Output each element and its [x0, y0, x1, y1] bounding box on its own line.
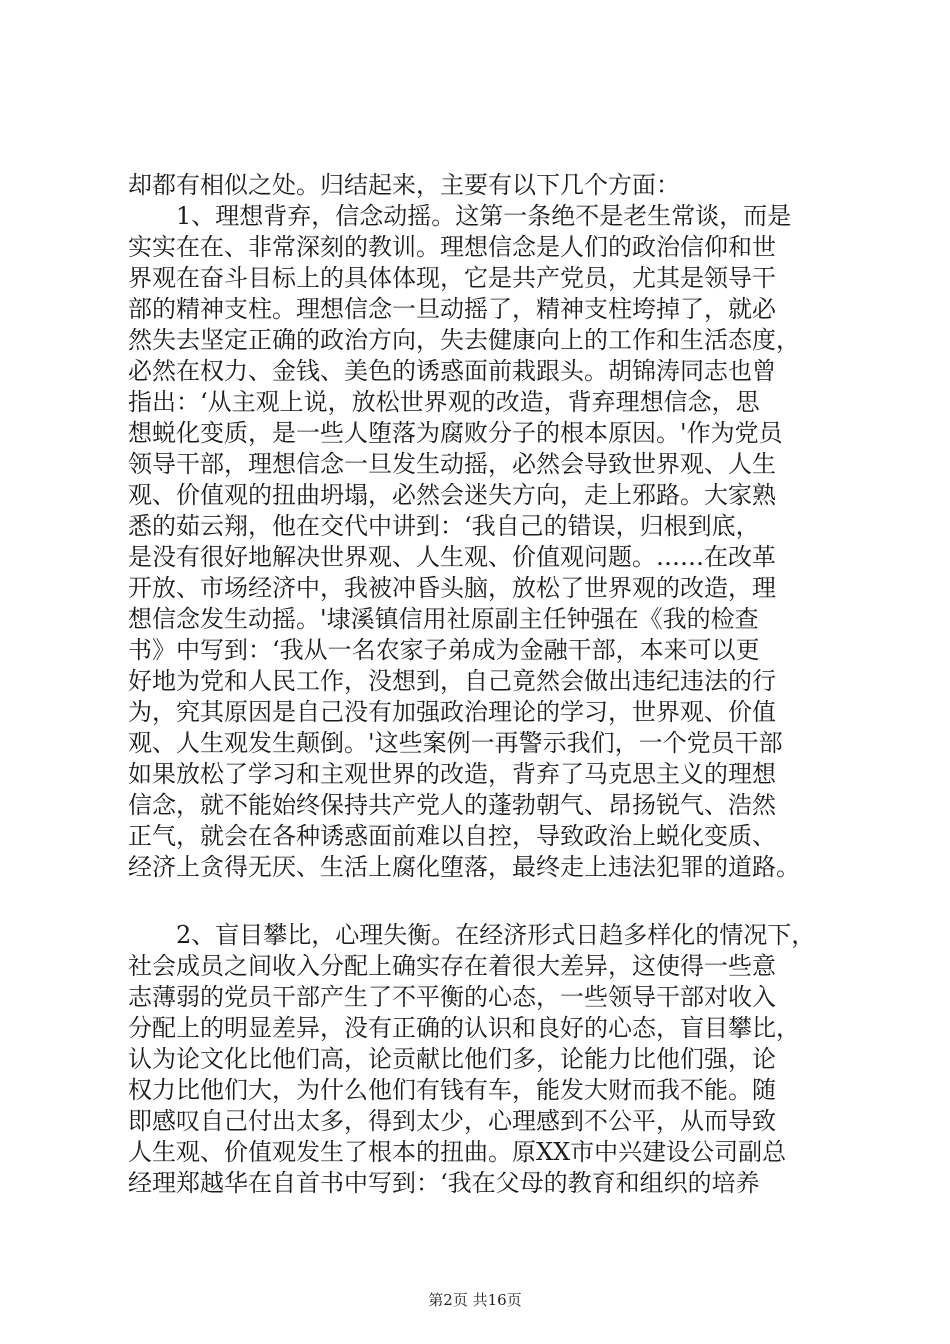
- paragraph-2: [128, 920, 848, 1199]
- text-line: 指出：‘从主观上说，放松世界观的改造，背弃理想信念，思: [128, 388, 760, 416]
- text-line: 实实在在、非常深刻的教训。理想信念是人们的政治信仰和世: [128, 233, 776, 261]
- text-line: 观、价值观的扭曲坍塌，必然会迷失方向，走上邪路。大家熟: [128, 481, 776, 509]
- text-line: 好地为党和人民工作，没想到，自己竟然会做出违纪违法的行: [128, 667, 776, 695]
- text-line: 开放、市场经济中，我被冲昏头脑，放松了世界观的改造，理: [128, 574, 776, 602]
- paragraph-1: [128, 201, 848, 883]
- document-body: [128, 170, 848, 1199]
- text-line: 为，究其原因是自己没有加强政治理论的学习，世界观、价值: [128, 698, 776, 726]
- text-line: 却都有相似之处。归结起来，主要有以下几个方面：: [128, 171, 680, 199]
- text-line: 认为论文化比他们高，论贡献比他们多，论能力比他们强，论: [128, 1045, 776, 1073]
- text-line: 人生观、价值观发生了根本的扭曲。原XX市中兴建设公司副总: [128, 1138, 787, 1166]
- text-line: 然失去坚定正确的政治方向，失去健康向上的工作和生活态度，: [128, 326, 800, 354]
- text-line: 领导干部，理想信念一旦发生动摇，必然会导致世界观、人生: [128, 450, 776, 478]
- text-line: 书》中写到：‘我从一名农家子弟成为金融干部，本来可以更: [128, 636, 760, 664]
- text-line: 想蜕化变质，是一些人堕落为腐败分子的根本原因。'作为党员: [128, 419, 783, 447]
- text-line: 即感叹自己付出太多，得到太少，心理感到不公平，从而导致: [128, 1107, 776, 1135]
- text-line: 必然在权力、金钱、美色的诱惑面前栽跟头。胡锦涛同志也曾: [128, 357, 776, 385]
- text-line: 志薄弱的党员干部产生了不平衡的心态，一些领导干部对收入: [128, 983, 776, 1011]
- text-line: 想信念发生动摇。'埭溪镇信用社原副主任钟强在《我的检查: [128, 605, 759, 633]
- paragraph-gap: [128, 883, 848, 920]
- text-line: 正气，就会在各种诱惑面前难以自控，导致政治上蜕化变质、: [128, 822, 776, 850]
- text-line: 观、人生观发生颠倒。'这些案例一再警示我们，一个党员干部: [128, 729, 783, 757]
- text-line: 悉的茹云翔，他在交代中讲到：‘我自己的错误，归根到底，: [128, 512, 760, 540]
- paragraph-intro: [128, 170, 848, 201]
- page-footer: [0, 1290, 950, 1310]
- text-line: 2、盲目攀比，心理失衡。在经济形式日趋多样化的情况下，: [128, 921, 816, 949]
- text-line: 是没有很好地解决世界观、人生观、价值观问题。……在改革: [128, 543, 776, 571]
- text-line: 部的精神支柱。理想信念一旦动摇了，精神支柱垮掉了，就必: [128, 295, 776, 323]
- text-line: 信念，就不能始终保持共产党人的蓬勃朝气、昂扬锐气、浩然: [128, 791, 776, 819]
- text-line: 如果放松了学习和主观世界的改造，背弃了马克思主义的理想: [128, 760, 776, 788]
- text-line: 权力比他们大，为什么他们有钱有车，能发大财而我不能。随: [128, 1076, 776, 1104]
- text-line: 经济上贪得无厌、生活上腐化堕落，最终走上违法犯罪的道路。: [128, 853, 800, 881]
- text-line: 1、理想背弃，信念动摇。这第一条绝不是老生常谈，而是: [128, 202, 792, 230]
- text-line: 分配上的明显差异，没有正确的认识和良好的心态，盲目攀比，: [128, 1014, 800, 1042]
- text-line: 经理郑越华在自首书中写到：‘我在父母的教育和组织的培养: [128, 1169, 760, 1197]
- page-number: 第2页 共16页: [428, 1291, 522, 1309]
- text-line: 社会成员之间收入分配上确实存在着很大差异，这使得一些意: [128, 952, 776, 980]
- text-line: 界观在奋斗目标上的具体体现，它是共产党员，尤其是领导干: [128, 264, 776, 292]
